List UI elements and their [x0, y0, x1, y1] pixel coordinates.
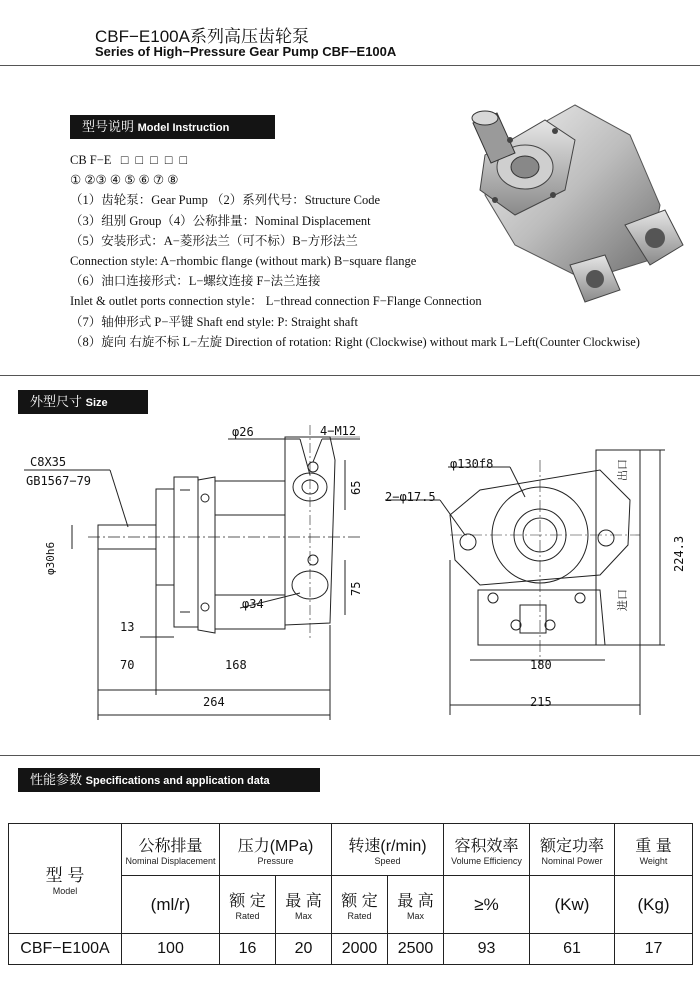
label-phi26: φ26: [232, 425, 254, 439]
speed-rated-en: Rated: [347, 910, 372, 921]
header-model-cn: 型 号: [45, 865, 85, 885]
spec-divider: [0, 755, 700, 756]
header-pressure: [220, 824, 332, 876]
header-divider: [0, 65, 700, 66]
label-d215: 215: [530, 695, 552, 709]
label-d224: 224.3: [672, 535, 686, 572]
model-banner-en: Model Instruction: [137, 122, 230, 134]
pump-photo: [455, 95, 690, 310]
spec-banner: [18, 768, 320, 792]
header-efficiency: [444, 824, 530, 876]
header-speed-cn: 转速(r/min): [348, 837, 427, 855]
header-disp-cn: 公称排量: [138, 837, 203, 855]
sub-pressure-max: [276, 876, 332, 934]
header-weight: [615, 824, 693, 876]
spec-table: [8, 823, 693, 965]
label-d13: 13: [120, 620, 135, 634]
label-phi17: 2−φ17.5: [385, 490, 436, 504]
header-model-en: Model: [52, 885, 78, 896]
size-banner: [18, 390, 148, 414]
pressure-rated-en: Rated: [235, 910, 260, 921]
spec-banner-en: Specifications and application data: [85, 775, 270, 787]
label-d75: 75: [349, 581, 363, 596]
weight-unit: (Kg): [637, 894, 670, 914]
label-phi34: φ34: [242, 597, 264, 611]
label-m12: 4−M12: [320, 424, 357, 438]
label-outlet: 出口: [617, 459, 629, 481]
model-line: Inlet & outlet ports connection style： L−thread connection F−Flange Connection: [70, 294, 482, 309]
model-line: （8）旋向 右旋不标 L−左旋 Direction of rotation: Right (Clockwise) without mark L−Left(Counter Clockwise): [70, 334, 640, 349]
sub-speed-rated: [332, 876, 388, 934]
sub-pressure-rated: [220, 876, 276, 934]
page-title-en: Series of High−Pressure Gear Pump CBF−E100A: [95, 44, 397, 59]
side-view: [24, 425, 360, 720]
label-phi130: φ130f8: [450, 457, 494, 471]
cell-efficiency: 93: [444, 934, 530, 965]
header-model: [9, 824, 122, 934]
header-power-cn: 额定功率: [539, 837, 604, 855]
size-divider: [0, 375, 700, 376]
vol-unit: ≥%: [474, 894, 499, 914]
label-d65: 65: [349, 480, 363, 495]
header-speed: [332, 824, 444, 876]
speed-max-cn: 最 高: [397, 892, 434, 910]
label-inlet: 进口: [617, 589, 629, 611]
model-instruction-banner: [70, 115, 275, 139]
cell-speed-max: 2500: [388, 934, 444, 965]
model-line: （6）油口连接形式：L−螺纹连接 F−法兰连接: [70, 274, 321, 289]
model-line: （7）轴伸形式 P−平键 Shaft end style: P: Straight shaft: [70, 314, 358, 329]
model-line: （5）安装形式：A−菱形法兰（可不标）B−方形法兰: [70, 233, 358, 248]
unit-weight: [615, 876, 693, 934]
cell-weight: 17: [615, 934, 693, 965]
model-line: （1）齿轮泵：Gear Pump （2）系列代号：Structure Code: [70, 193, 381, 208]
header-power: [530, 824, 615, 876]
table-row: [9, 934, 693, 965]
label-phi30: φ30h6: [44, 541, 57, 575]
header-weight-cn: 重 量: [635, 837, 672, 855]
header-speed-en: Speed: [374, 855, 401, 866]
header-power-en: Nominal Power: [541, 855, 603, 866]
header-disp-en: Nominal Displacement: [125, 855, 216, 866]
label-d70: 70: [120, 658, 135, 672]
cell-power: 61: [530, 934, 615, 965]
unit-displacement: [122, 876, 220, 934]
model-code-numbers: ① ②③ ④ ⑤ ⑥ ⑦ ⑧: [70, 173, 179, 188]
label-d264: 264: [203, 695, 225, 709]
spec-banner-cn: 性能参数: [30, 772, 83, 787]
label-gb: GB1567−79: [26, 474, 92, 488]
model-line: Connection style: A−rhombic flange (without mark) B−square flange: [70, 254, 417, 269]
model-line: （3）组别 Group（4）公称排量：Nominal Displacement: [70, 213, 371, 228]
header-vol-en: Volume Efficiency: [451, 855, 522, 866]
cell-pressure-max: 20: [276, 934, 332, 965]
size-banner-en: Size: [85, 397, 108, 409]
unit-power: [530, 876, 615, 934]
cell-model: CBF−E100A: [9, 934, 122, 965]
sub-speed-max: [388, 876, 444, 934]
header-vol-cn: 容积效率: [454, 837, 519, 855]
label-c8x35: C8X35: [30, 455, 67, 469]
speed-max-en: Max: [406, 910, 424, 921]
cell-pressure-rated: 16: [220, 934, 276, 965]
model-code-boxes: □ □ □ □ □: [120, 153, 190, 167]
cell-displacement: 100: [122, 934, 220, 965]
pressure-max-en: Max: [294, 910, 312, 921]
pressure-rated-cn: 额 定: [229, 892, 266, 910]
label-d168: 168: [225, 658, 247, 672]
page-title-cn: CBF−E100A系列高压齿轮泵: [95, 27, 309, 46]
header-pressure-cn: 压力(MPa): [237, 837, 314, 855]
cell-speed-rated: 2000: [332, 934, 388, 965]
header-displacement: [122, 824, 220, 876]
header-weight-en: Weight: [639, 855, 668, 866]
disp-unit: (ml/r): [150, 894, 191, 914]
unit-efficiency: [444, 876, 530, 934]
label-d180: 180: [530, 658, 552, 672]
size-banner-cn: 外型尺寸: [30, 394, 83, 409]
model-code-prefix: CB F−E: [70, 153, 112, 167]
speed-rated-cn: 额 定: [341, 892, 378, 910]
model-banner-cn: 型号说明: [82, 119, 135, 134]
power-unit: (Kw): [554, 894, 590, 914]
header-pressure-en: Pressure: [257, 855, 294, 866]
shaft: [98, 525, 156, 549]
pressure-max-cn: 最 高: [285, 892, 322, 910]
